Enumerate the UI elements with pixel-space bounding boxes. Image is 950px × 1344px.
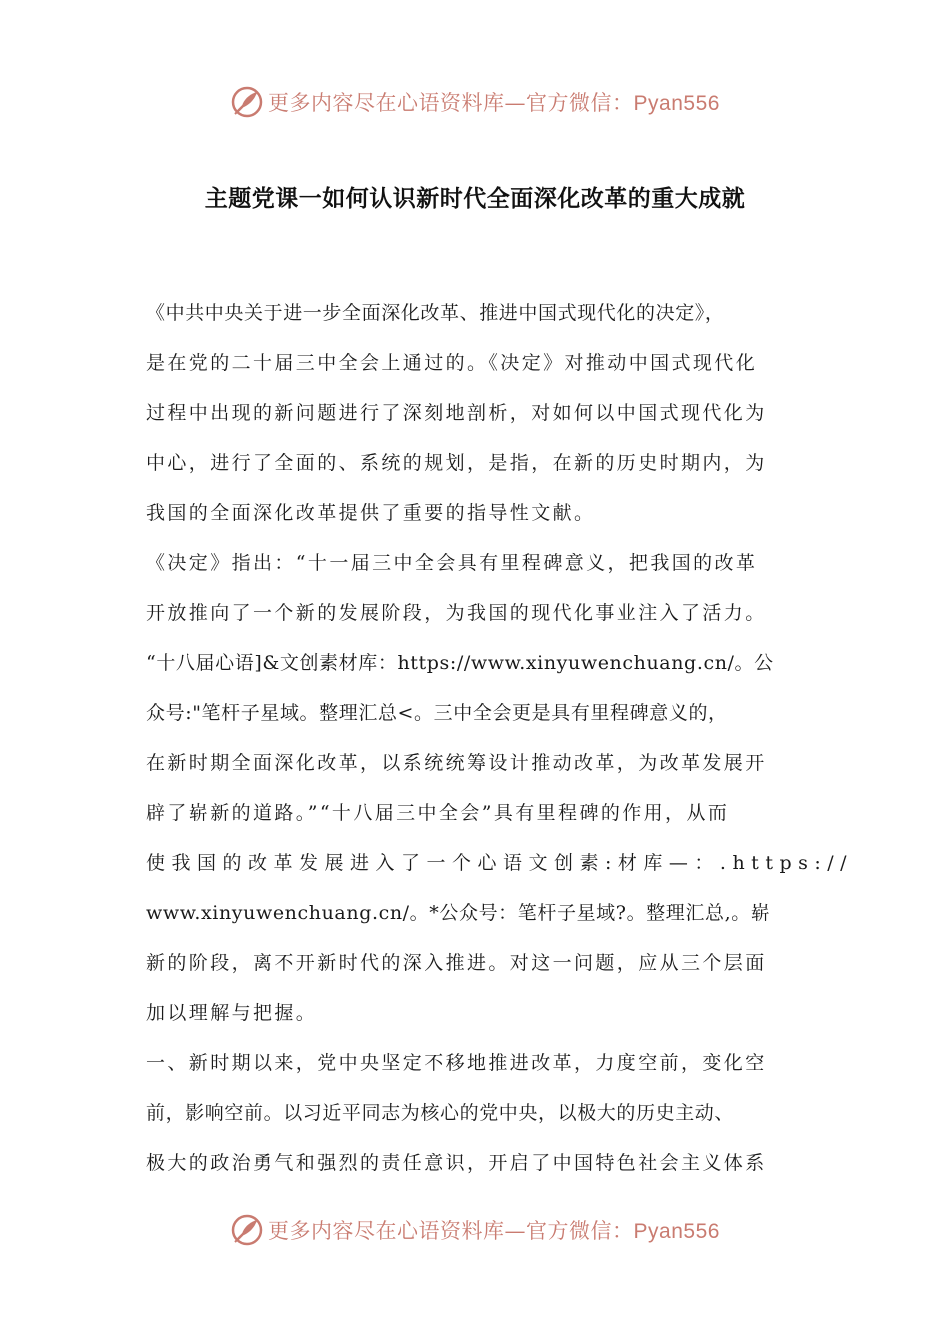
document-body [146,293,854,1193]
footer-watermark-text: 更多内容尽在心语资料库—官方微信：Pyan556 [268,1219,720,1243]
body-line: www.xinyuwenchuang.cn/。*公众号：笔杆子星域?。整理汇总,。崭 [146,902,771,924]
body-line: 开放推向了一个新的发展阶段，为我国的现代化事业注入了活力。 [146,602,767,624]
header-watermark-banner [0,82,950,122]
body-line: 新的阶段，离不开新时代的深入推进。对这一问题，应从三个层面 [146,952,767,974]
body-line: 过程中出现的新问题进行了深刻地剖析，对如何以中国式现代化为 [146,402,767,424]
footer-wechat-id: Pyan556 [633,1220,720,1243]
document-title: 主题党课一如何认识新时代全面深化改革的重大成就 [204,186,746,212]
body-line: 一、新时期以来，党中央坚定不移地推进改革，力度空前，变化空 [146,1052,767,1074]
body-line: 是在党的二十届三中全会上通过的。《决定》对推动中国式现代化 [146,352,758,374]
quill-pen-icon [230,85,264,119]
body-line: 中心，进行了全面的、系统的规划，是指，在新的历史时期内，为 [146,452,767,474]
body-line: 加以理解与把握。 [146,1002,318,1024]
body-line: 极大的政治勇气和强烈的责任意识，开启了中国特色社会主义体系 [146,1152,767,1174]
body-line: 前，影响空前。以习近平同志为核心的党中央，以极大的历史主动、 [146,1102,735,1124]
header-watermark-text: 更多内容尽在心语资料库—官方微信：Pyan556 [268,91,720,115]
body-line: “十八届心语]&文创素材库：https://www.xinyuwenchuang.cn/。公 [146,652,774,674]
header-wechat-id: Pyan556 [633,92,720,115]
quill-pen-icon [230,1213,264,1247]
body-line: 《中共中央关于进一步全面深化改革、推进中国式现代化的决定》， [146,302,725,324]
body-line: 在新时期全面深化改革，以系统统筹设计推动改革，为改革发展开 [146,752,767,774]
body-line: 辟了崭新的道路。”“十八届三中全会”具有里程碑的作用，从而 [146,802,730,824]
body-line: 众号:"笔杆子星域。整理汇总<。三中全会更是具有里程碑意义的， [146,702,728,724]
body-line: 《决定》指出：“十一届三中全会具有里程碑意义，把我国的改革 [146,552,758,574]
footer-watermark-banner [0,1210,950,1250]
body-line: 我国的全面深化改革提供了重要的指导性文献。 [146,502,596,524]
body-line: 使我国的改革发展进入了一个心语文创素:材库—：.https:// [146,852,854,874]
